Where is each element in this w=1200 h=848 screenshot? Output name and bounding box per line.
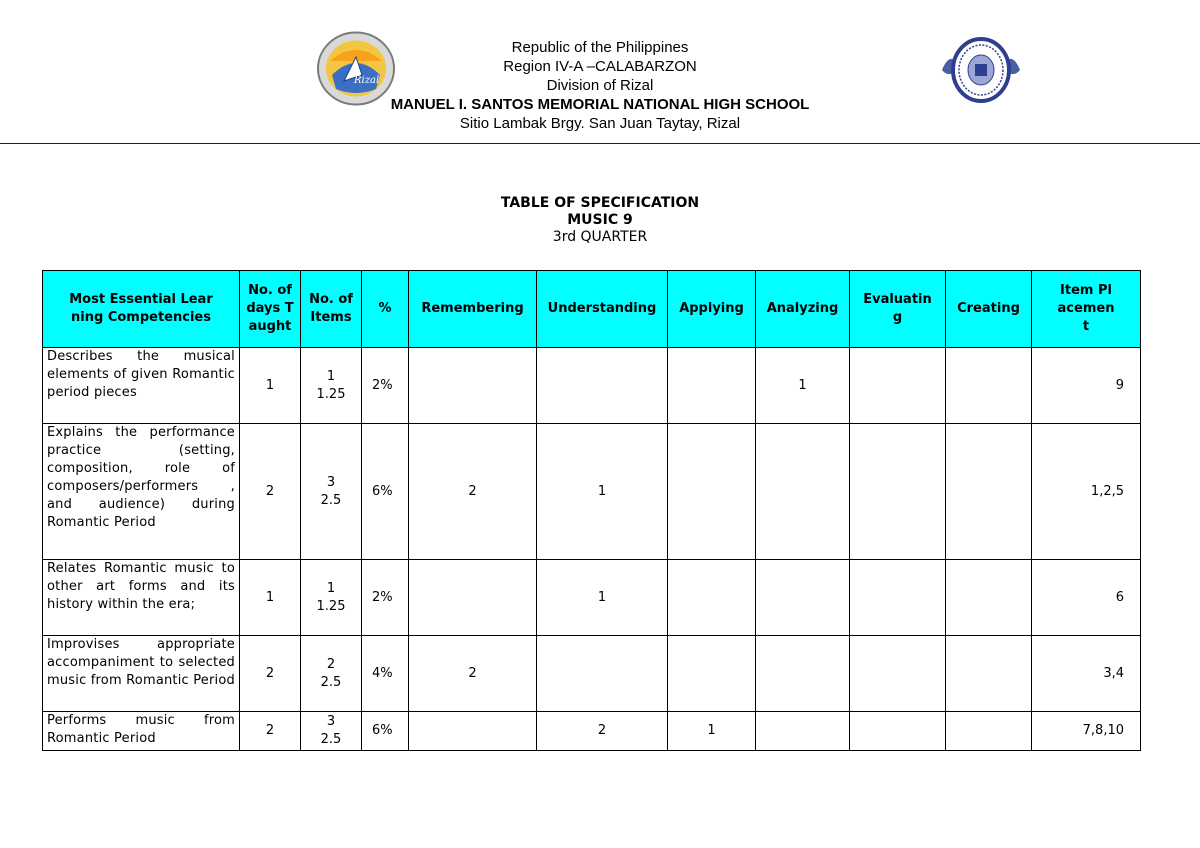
items-value: 3 bbox=[326, 714, 336, 729]
analyzing-cell: 1 bbox=[756, 348, 850, 424]
evaluating-cell bbox=[850, 348, 946, 424]
table-header-row bbox=[43, 271, 1141, 348]
table-row bbox=[43, 636, 1141, 712]
header-item-placement: Item Placement bbox=[1032, 271, 1141, 348]
evaluating-cell bbox=[850, 636, 946, 712]
table-row bbox=[43, 348, 1141, 424]
header-percent: % bbox=[362, 271, 409, 348]
table-row bbox=[43, 424, 1141, 560]
items-cell bbox=[301, 424, 362, 560]
placement-cell: 3,4 bbox=[1032, 636, 1141, 712]
creating-cell bbox=[946, 424, 1032, 560]
header-evaluating: Evaluating bbox=[850, 271, 946, 348]
days-cell: 1 bbox=[240, 348, 301, 424]
remembering-cell: 2 bbox=[409, 424, 537, 560]
header-analyzing: Analyzing bbox=[756, 271, 850, 348]
evaluating-cell bbox=[850, 424, 946, 560]
competency-cell: Improvises appropriate accompaniment to selected music from Romantic Period bbox=[43, 636, 240, 712]
placement-cell: 1,2,5 bbox=[1032, 424, 1141, 560]
creating-cell bbox=[946, 712, 1032, 751]
understanding-cell: 1 bbox=[537, 560, 668, 636]
placement-cell: 7,8,10 bbox=[1032, 712, 1141, 751]
understanding-cell bbox=[537, 348, 668, 424]
items-value: 1 bbox=[326, 368, 336, 384]
header-understanding: Understanding bbox=[537, 271, 668, 348]
letterhead-division: Division of Rizal bbox=[546, 77, 654, 94]
percent-cell: 2% bbox=[362, 348, 409, 424]
understanding-cell bbox=[537, 636, 668, 712]
understanding-cell: 2 bbox=[537, 712, 668, 751]
placement-cell: 6 bbox=[1032, 560, 1141, 636]
items-calc-value: 2.5 bbox=[320, 732, 342, 747]
days-cell: 2 bbox=[240, 712, 301, 751]
header-divider bbox=[0, 143, 1200, 144]
applying-cell: 1 bbox=[668, 712, 756, 751]
days-cell: 2 bbox=[240, 636, 301, 712]
percent-cell: 2% bbox=[362, 560, 409, 636]
competency-cell: Describes the musical elements of given Romantic period pieces bbox=[43, 348, 240, 424]
items-value: 2 bbox=[326, 656, 336, 672]
title-line-3: 3rd QUARTER bbox=[552, 229, 648, 245]
applying-cell bbox=[668, 636, 756, 712]
applying-cell bbox=[668, 348, 756, 424]
creating-cell bbox=[946, 636, 1032, 712]
competency-cell: Explains the performance practice (setting, composition, role of composers/performers , and audience) during Romantic Period bbox=[43, 424, 240, 560]
school-name: MANUEL I. SANTOS MEMORIAL NATIONAL HIGH SCHOOL bbox=[390, 96, 810, 113]
header-remembering: Remembering bbox=[409, 271, 537, 348]
specification-table bbox=[42, 270, 1141, 751]
title-line-1: TABLE OF SPECIFICATION bbox=[500, 195, 700, 211]
creating-cell bbox=[946, 348, 1032, 424]
remembering-cell bbox=[409, 560, 537, 636]
header-days-taught: No. of days Taught bbox=[240, 271, 301, 348]
header-creating: Creating bbox=[946, 271, 1032, 348]
items-calc-value: 1.25 bbox=[316, 598, 346, 614]
letterhead-region: Region IV-A –CALABARZON bbox=[503, 58, 697, 75]
items-cell bbox=[301, 560, 362, 636]
days-cell: 2 bbox=[240, 424, 301, 560]
title-line-2: MUSIC 9 bbox=[567, 212, 633, 228]
placement-cell: 9 bbox=[1032, 348, 1141, 424]
items-value: 3 bbox=[326, 474, 336, 490]
days-cell: 1 bbox=[240, 560, 301, 636]
header-applying: Applying bbox=[668, 271, 756, 348]
competency-cell: Relates Romantic music to other art forms and its history within the era; bbox=[43, 560, 240, 636]
header-competencies: Most Essential Learning Competencies bbox=[43, 271, 240, 348]
items-value: 1 bbox=[326, 580, 336, 596]
header-no-of-items: No. of Items bbox=[301, 271, 362, 348]
items-cell bbox=[301, 348, 362, 424]
items-calc-value: 2.5 bbox=[320, 492, 342, 508]
understanding-cell: 1 bbox=[537, 424, 668, 560]
evaluating-cell bbox=[850, 560, 946, 636]
analyzing-cell bbox=[756, 424, 850, 560]
document-title bbox=[0, 195, 1200, 246]
analyzing-cell bbox=[756, 560, 850, 636]
applying-cell bbox=[668, 424, 756, 560]
items-calc-value: 2.5 bbox=[320, 674, 342, 690]
remembering-cell: 2 bbox=[409, 636, 537, 712]
logo-rizal-text: Rizal bbox=[354, 75, 380, 86]
letterhead-country: Republic of the Philippines bbox=[511, 39, 689, 56]
items-calc-value: 1.25 bbox=[316, 386, 346, 402]
table-row bbox=[43, 712, 1141, 751]
percent-cell: 6% bbox=[362, 712, 409, 751]
percent-cell: 6% bbox=[362, 424, 409, 560]
analyzing-cell bbox=[756, 636, 850, 712]
percent-cell: 4% bbox=[362, 636, 409, 712]
remembering-cell bbox=[409, 348, 537, 424]
items-cell bbox=[301, 636, 362, 712]
creating-cell bbox=[946, 560, 1032, 636]
competency-cell: Performs music from Romantic Period bbox=[43, 712, 240, 751]
evaluating-cell bbox=[850, 712, 946, 751]
applying-cell bbox=[668, 560, 756, 636]
letterhead bbox=[0, 38, 1200, 133]
items-cell bbox=[301, 712, 362, 751]
school-address: Sitio Lambak Brgy. San Juan Taytay, Rizal bbox=[459, 115, 741, 132]
analyzing-cell bbox=[756, 712, 850, 751]
table-row bbox=[43, 560, 1141, 636]
remembering-cell bbox=[409, 712, 537, 751]
